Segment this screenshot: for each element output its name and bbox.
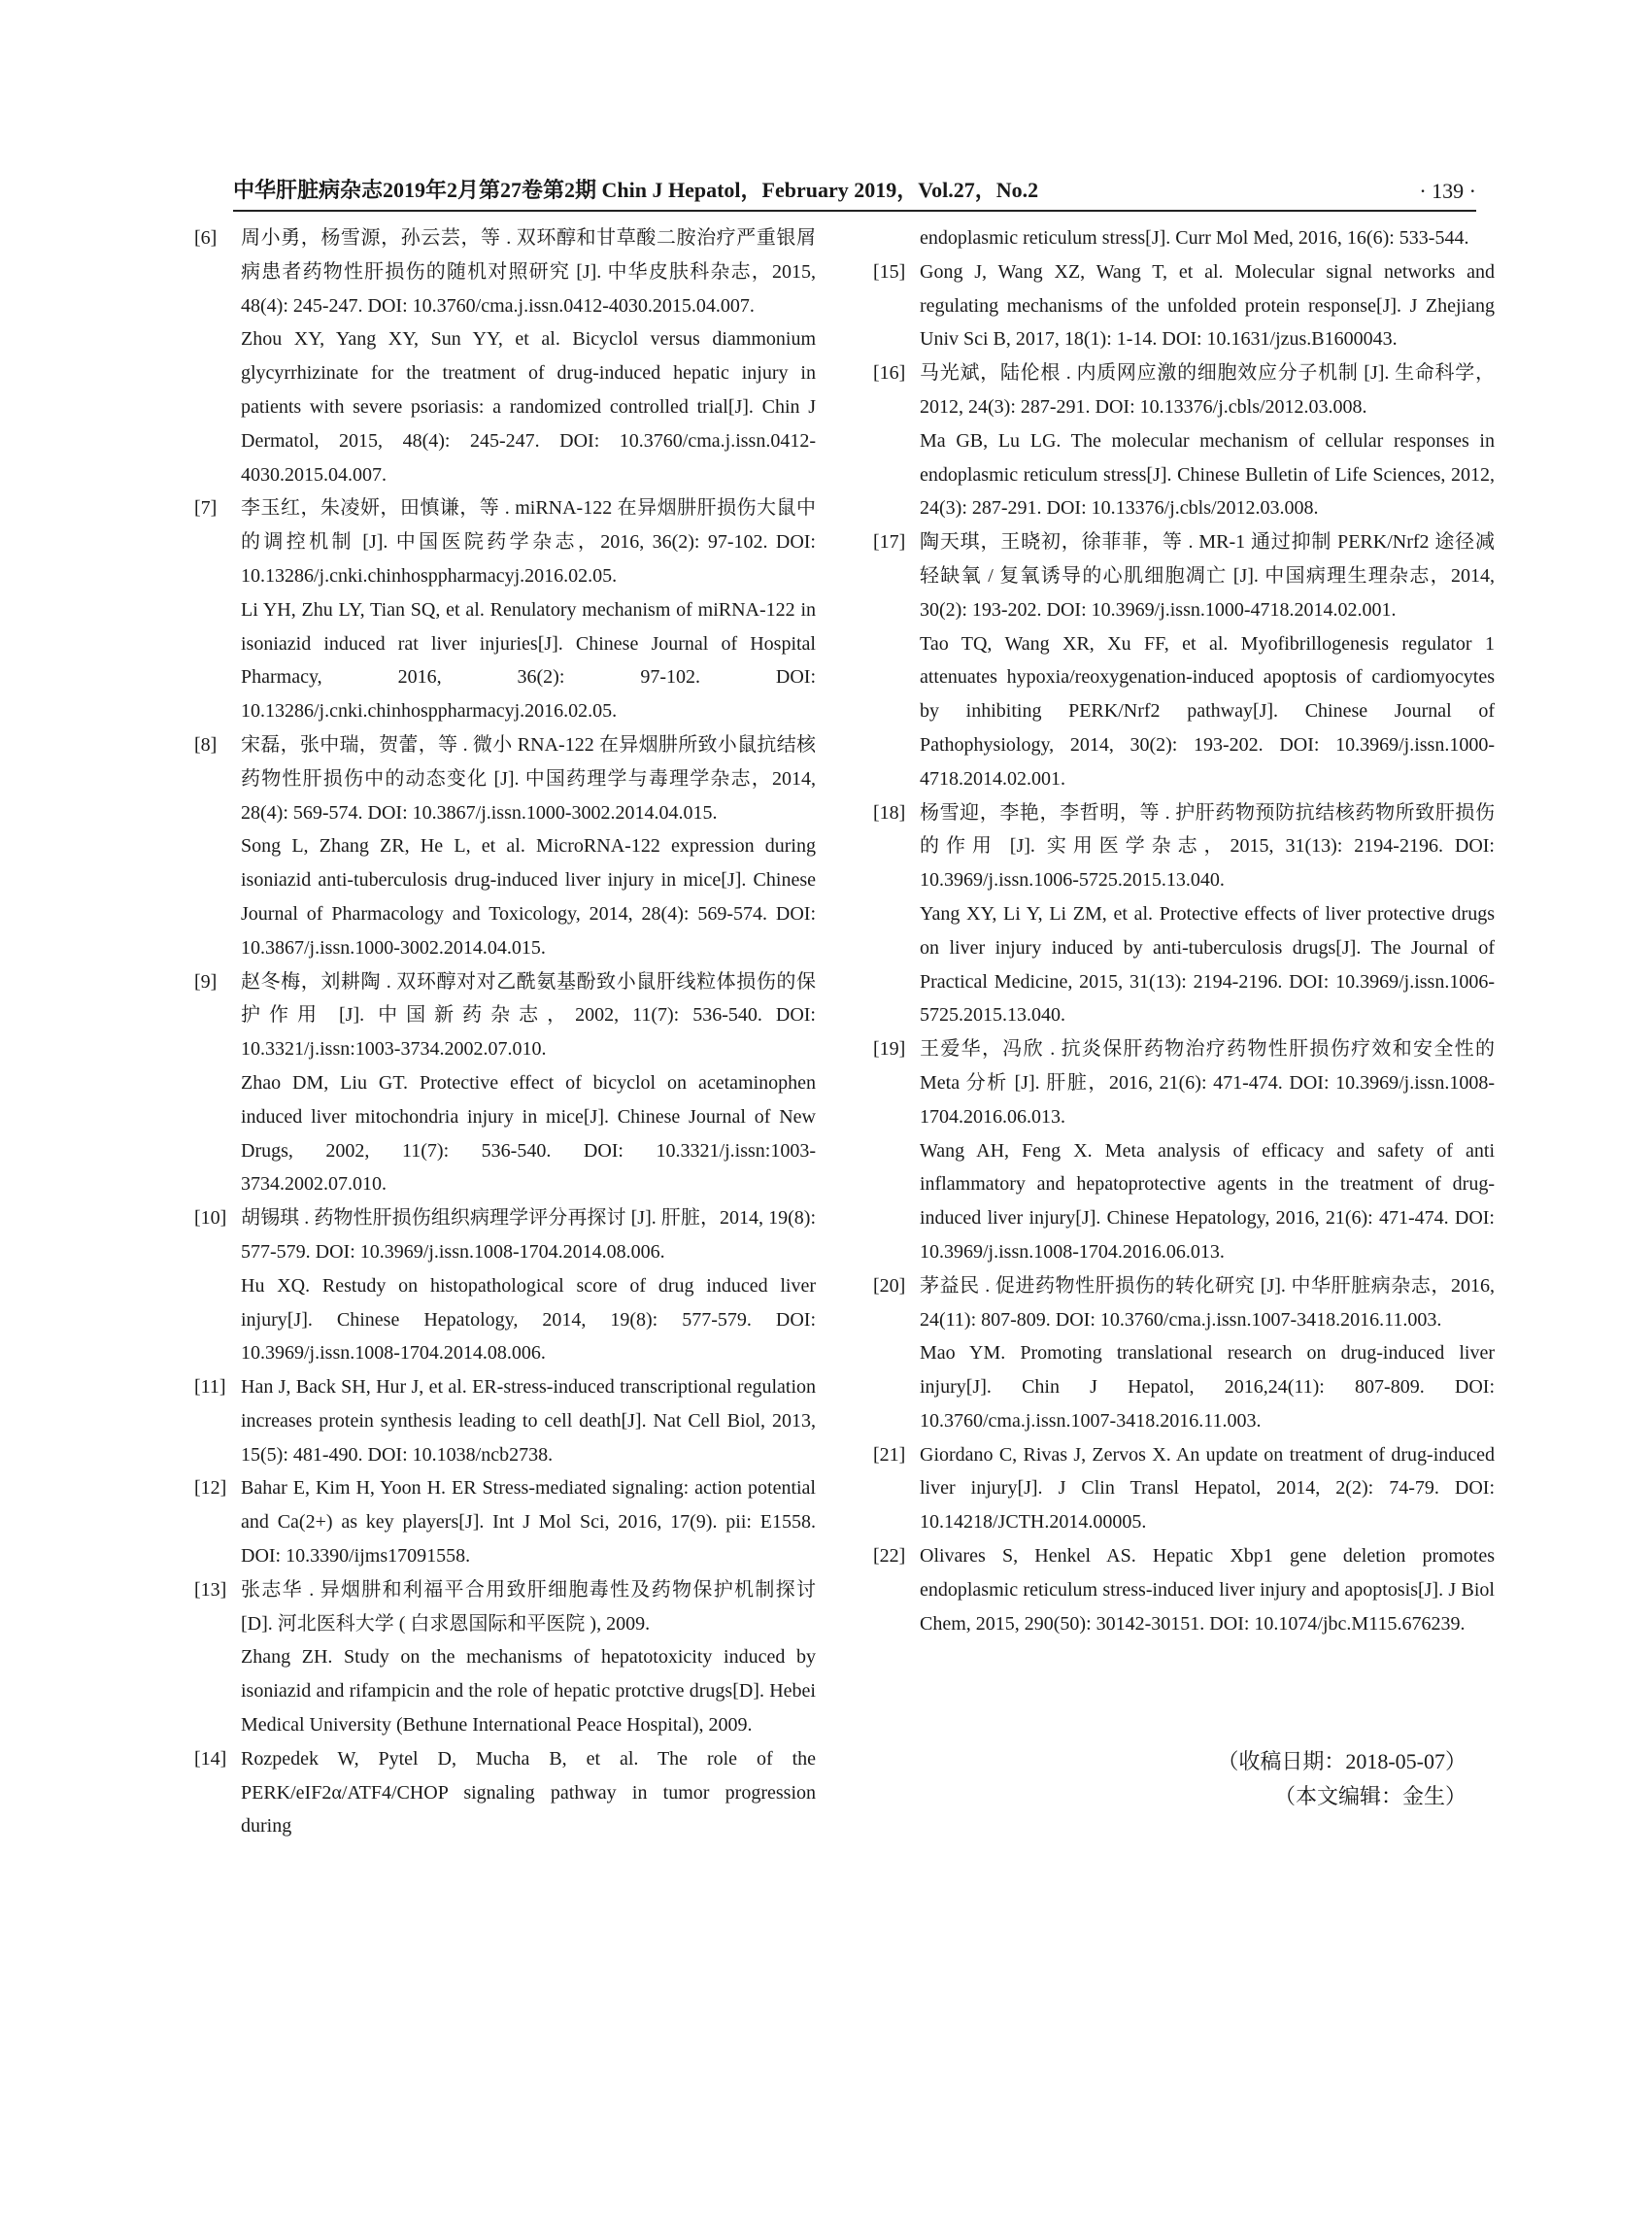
reference-english: Rozpedek W, Pytel D, Mucha B, et al. The role of the PERK/eIF2α/ATF4/CHOP signaling pathway in tumor progression during bbox=[241, 1747, 816, 1838]
reference-english: endoplasmic reticulum stress[J]. Curr Mol Med, 2016, 16(6): 533-544. bbox=[920, 227, 1469, 249]
reference-number: [16] bbox=[873, 362, 906, 385]
reference-chinese: 周小勇，杨雪源，孙云芸，等 . 双环醇和甘草酸二胺治疗严重银屑病患者药物性肝损伤的随机对照研究 [J]. 中华皮肤科杂志，2015, 48(4): 245-247. DOI: 10.3760/cma.j.issn.0412-4030.2015.04.007. bbox=[241, 227, 816, 317]
reference-english: Giordano C, Rivas J, Zervos X. An update on treatment of drug-induced liver injury[J]. J Clin Transl Hepatol, 2014, 2(2): 74-79. DOI: 10.14218/JCTH.2014.00005. bbox=[920, 1443, 1495, 1534]
reference-entry bbox=[873, 1032, 1495, 1269]
reference-number: [7] bbox=[194, 497, 218, 520]
reference-number: [11] bbox=[194, 1376, 226, 1399]
editor-note: （本文编辑：金生） bbox=[1273, 1784, 1467, 1808]
reference-chinese: 胡锡琪 . 药物性肝损伤组织病理学评分再探讨 [J]. 肝脏，2014, 19(8): 577-579. DOI: 10.3969/j.issn.1008-1704.2014.08.006. bbox=[241, 1207, 816, 1263]
reference-number: [8] bbox=[194, 733, 218, 756]
reference-entry bbox=[194, 965, 816, 1202]
reference-chinese: 王爱华，冯欣 . 抗炎保肝药物治疗药物性肝损伤疗效和安全性的 Meta 分析 [J]. 肝脏，2016, 21(6): 471-474. DOI: 10.3969/j.issn.1008-1704.2016.06.013. bbox=[920, 1038, 1495, 1128]
reference-entry bbox=[194, 1201, 816, 1370]
journal-header: 中华肝脏病杂志2019年2月第27卷第2期 Chin J Hepatol，February 2019，Vol.27，No.2 bbox=[233, 178, 1039, 202]
reference-english: Bahar E, Kim H, Yoon H. ER Stress-mediated signaling: action potential and Ca(2+) as key players[J]. Int J Mol Sci, 2016, 17(9). pii: E1558. DOI: 10.3390/ijms17091558. bbox=[241, 1477, 816, 1568]
received-date: （收稿日期：2018-05-07） bbox=[1217, 1749, 1467, 1773]
reference-number: [13] bbox=[194, 1578, 227, 1601]
reference-number: [22] bbox=[873, 1545, 906, 1568]
reference-number: [9] bbox=[194, 970, 218, 993]
reference-english: Han J, Back SH, Hur J, et al. ER-stress-induced transcriptional regulation increases protein synthesis leading to cell death[J]. Nat Cell Biol, 2013, 15(5): 481-490. DOI: 10.1038/ncb2738. bbox=[241, 1376, 816, 1466]
reference-number: [18] bbox=[873, 801, 906, 824]
reference-entry bbox=[873, 1438, 1495, 1539]
reference-number: [6] bbox=[194, 227, 218, 249]
reference-entry bbox=[194, 491, 816, 728]
running-header bbox=[233, 171, 1476, 212]
reference-entry bbox=[194, 1742, 816, 1843]
page-number: · 139 · bbox=[1419, 179, 1476, 203]
reference-english: Hu XQ. Restudy on histopathological score of drug induced liver injury[J]. Chinese Hepatology, 2014, 19(8): 577-579. DOI: 10.3969/j.issn.1008-1704.2014.08.006. bbox=[241, 1274, 816, 1365]
reference-chinese: 茅益民 . 促进药物性肝损伤的转化研究 [J]. 中华肝脏病杂志，2016, 24(11): 807-809. DOI: 10.3760/cma.j.issn.1007-3418.2016.11.003. bbox=[920, 1274, 1495, 1331]
reference-number: [10] bbox=[194, 1207, 227, 1230]
reference-entry bbox=[194, 1573, 816, 1742]
reference-english: Tao TQ, Wang XR, Xu FF, et al. Myofibrillogenesis regulator 1 attenuates hypoxia/reoxygenation-induced apoptosis of cardiomyocytes by inhibiting PERK/Nrf2 pathway[J]. Chinese Journal of Pathophysiology, 2014, 30(2): 193-202. DOI: 10.3969/j.issn.1000-4718.2014.02.001. bbox=[920, 632, 1495, 790]
reference-chinese: 李玉红，朱凌妍，田慎谦，等 . miRNA-122 在异烟肼肝损伤大鼠中的调控机制 [J]. 中国医院药学杂志，2016, 36(2): 97-102. DOI: 10.13286/j.cnki.chinhosppharmacyj.2016.02.05. bbox=[241, 497, 816, 587]
reference-number: [12] bbox=[194, 1477, 227, 1500]
reference-number: [20] bbox=[873, 1274, 906, 1297]
reference-chinese: 马光斌，陆伦根 . 内质网应激的细胞效应分子机制 [J]. 生命科学，2012, 24(3): 287-291. DOI: 10.13376/j.cbls/2012.03.008. bbox=[920, 362, 1495, 418]
reference-entry bbox=[873, 1539, 1495, 1640]
reference-entry bbox=[873, 525, 1495, 795]
reference-chinese: 赵冬梅，刘耕陶 . 双环醇对对乙酰氨基酚致小鼠肝线粒体损伤的保护作用 [J]. 中国新药杂志，2002, 11(7): 536-540. DOI: 10.3321/j.issn:1003-3734.2002.07.010. bbox=[241, 970, 816, 1061]
reference-chinese: 陶天琪，王晓初，徐菲菲，等 . MR-1 通过抑制 PERK/Nrf2 途径减轻缺氧 / 复氧诱导的心肌细胞凋亡 [J]. 中国病理生理杂志，2014, 30(2): 193-202. DOI: 10.3969/j.issn.1000-4718.2014.02.001. bbox=[920, 531, 1495, 621]
reference-number: [17] bbox=[873, 531, 906, 554]
reference-english: Zhang ZH. Study on the mechanisms of hepatotoxicity induced by isoniazid and rifampicin and the role of hepatic protctive drugs[D]. Hebei Medical University (Bethune International Peace Hospital), 2009. bbox=[241, 1646, 816, 1737]
reference-entry bbox=[873, 796, 1495, 1033]
reference-english: Song L, Zhang ZR, He L, et al. MicroRNA-122 expression during isoniazid anti-tuberculosis drug-induced liver injury in mice[J]. Chinese Journal of Pharmacology and Toxicology, 2014, 28(4): 569-574. DOI: 10.3867/j.issn.1000-3002.2014.04.015. bbox=[241, 835, 816, 959]
reference-english: Zhou XY, Yang XY, Sun YY, et al. Bicyclol versus diammonium glycyrrhizinate for the treatment of drug-induced hepatic injury in patients with severe psoriasis: a randomized controlled trial[J]. Chin J Dermatol, 2015, 48(4): 245-247. DOI: 10.3760/cma.j.issn.0412-4030.2015.04.007. bbox=[241, 328, 816, 486]
reference-number: [21] bbox=[873, 1443, 906, 1466]
reference-entry bbox=[194, 1471, 816, 1572]
reference-entry bbox=[873, 221, 1495, 255]
reference-chinese: 宋磊，张中瑞，贺蕾，等 . 微小 RNA-122 在异烟肼所致小鼠抗结核药物性肝损伤中的动态变化 [J]. 中国药理学与毒理学杂志，2014, 28(4): 569-574. DOI: 10.3867/j.issn.1000-3002.2014.04.015. bbox=[241, 733, 816, 824]
reference-english: Wang AH, Feng X. Meta analysis of efficacy and safety of anti inflammatory and hepatoprotective agents in the treatment of drug-induced liver injury[J]. Chinese Hepatology, 2016, 21(6): 471-474. DOI: 10.3969/j.issn.1008-1704.2016.06.013. bbox=[920, 1139, 1495, 1263]
reference-english: Ma GB, Lu LG. The molecular mechanism of cellular responses in endoplasmic reticulum stress[J]. Chinese Bulletin of Life Sciences, 2012, 24(3): 287-291. DOI: 10.13376/j.cbls/2012.03.008. bbox=[920, 429, 1495, 520]
reference-entry bbox=[194, 1370, 816, 1471]
reference-chinese: 张志华 . 异烟肼和利福平合用致肝细胞毒性及药物保护机制探讨 [D]. 河北医科大学 ( 白求恩国际和平医院 ), 2009. bbox=[241, 1578, 816, 1635]
reference-column-left bbox=[194, 221, 816, 1843]
reference-english: Li YH, Zhu LY, Tian SQ, et al. Renulatory mechanism of miRNA-122 in isoniazid induced rat liver injuries[J]. Chinese Journal of Hospital Pharmacy, 2016, 36(2): 97-102. DOI: 10.13286/j.cnki.chinhosppharmacyj.2016.02.05. bbox=[241, 598, 816, 723]
reference-entry bbox=[873, 255, 1495, 356]
reference-english: Zhao DM, Liu GT. Protective effect of bicyclol on acetaminophen induced liver mitochondria injury in mice[J]. Chinese Journal of New Drugs, 2002, 11(7): 536-540. DOI: 10.3321/j.issn:1003-3734.2002.07.010. bbox=[241, 1071, 816, 1196]
reference-entry bbox=[873, 1269, 1495, 1438]
reference-entry bbox=[873, 356, 1495, 525]
reference-english: Yang XY, Li Y, Li ZM, et al. Protective effects of liver protective drugs on liver injury induced by anti-tuberculosis drugs[J]. The Journal of Practical Medicine, 2015, 31(13): 2194-2196. DOI: 10.3969/j.issn.1006-5725.2015.13.040. bbox=[920, 902, 1495, 1027]
reference-number: [19] bbox=[873, 1038, 906, 1061]
reference-column-right bbox=[873, 221, 1495, 1640]
reference-english: Olivares S, Henkel AS. Hepatic Xbp1 gene deletion promotes endoplasmic reticulum stress-induced liver injury and apoptosis[J]. J Biol Chem, 2015, 290(50): 30142-30151. DOI: 10.1074/jbc.M115.676239. bbox=[920, 1545, 1495, 1635]
reference-entry bbox=[194, 728, 816, 965]
reference-entry bbox=[194, 221, 816, 491]
article-footer bbox=[1117, 1744, 1467, 1814]
reference-chinese: 杨雪迎，李艳，李哲明，等 . 护肝药物预防抗结核药物所致肝损伤的作用 [J]. 实用医学杂志，2015, 31(13): 2194-2196. DOI: 10.3969/j.issn.1006-5725.2015.13.040. bbox=[920, 801, 1495, 892]
reference-number: [14] bbox=[194, 1747, 227, 1770]
reference-number: [15] bbox=[873, 260, 906, 283]
reference-english: Gong J, Wang XZ, Wang T, et al. Molecular signal networks and regulating mechanisms of the unfolded protein response[J]. J Zhejiang Univ Sci B, 2017, 18(1): 1-14. DOI: 10.1631/jzus.B1600043. bbox=[920, 260, 1495, 351]
reference-english: Mao YM. Promoting translational research on drug-induced liver injury[J]. Chin J Hepatol, 2016,24(11): 807-809. DOI: 10.3760/cma.j.issn.1007-3418.2016.11.003. bbox=[920, 1342, 1495, 1432]
